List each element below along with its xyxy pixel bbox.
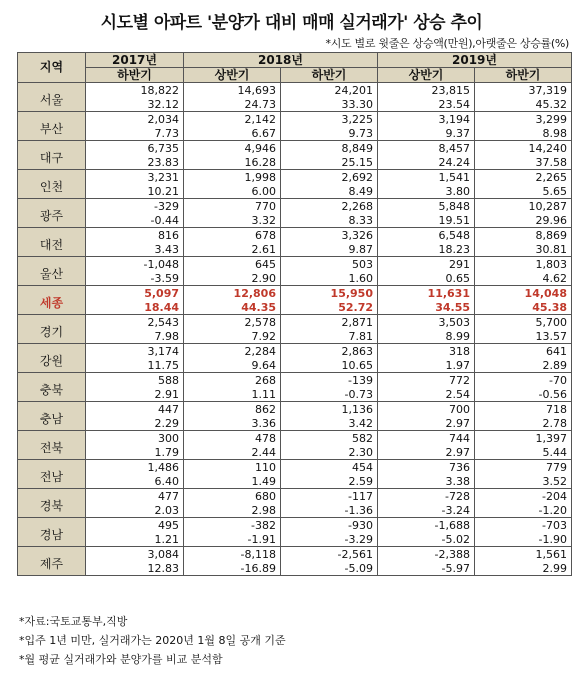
table-row-amount xyxy=(18,170,572,185)
region-cell: 부산 xyxy=(18,112,86,141)
amount-cell: 779 xyxy=(475,460,572,475)
region-cell: 울산 xyxy=(18,257,86,286)
table-row-amount xyxy=(18,286,572,301)
rate-cell: 18.23 xyxy=(378,242,475,257)
rate-cell: 5.65 xyxy=(475,184,572,199)
amount-cell: 14,240 xyxy=(475,141,572,156)
table-row-rate xyxy=(18,126,572,141)
amount-cell: 503 xyxy=(281,257,378,272)
rate-cell: 29.96 xyxy=(475,213,572,228)
rate-cell: 2.78 xyxy=(475,416,572,431)
rate-cell: 2.61 xyxy=(184,242,281,257)
amount-cell: 1,541 xyxy=(378,170,475,185)
rate-cell: 2.59 xyxy=(281,474,378,489)
amount-cell: 3,503 xyxy=(378,315,475,330)
amount-cell: 478 xyxy=(184,431,281,446)
rate-cell: 44.35 xyxy=(184,300,281,315)
table-row-rate xyxy=(18,155,572,170)
rate-cell: 24.73 xyxy=(184,97,281,112)
amount-cell: 6,735 xyxy=(86,141,184,156)
amount-cell: 24,201 xyxy=(281,83,378,98)
table-row-rate xyxy=(18,271,572,286)
rate-cell: 37.58 xyxy=(475,155,572,170)
amount-cell: 8,869 xyxy=(475,228,572,243)
year-header-2019: 2019년 xyxy=(378,53,572,68)
table-row-rate xyxy=(18,416,572,431)
rate-cell: 2.97 xyxy=(378,416,475,431)
rate-cell: 9.37 xyxy=(378,126,475,141)
table-row-rate xyxy=(18,184,572,199)
rate-cell: 25.15 xyxy=(281,155,378,170)
region-cell: 광주 xyxy=(18,199,86,228)
table-row-amount xyxy=(18,373,572,388)
rate-cell: 11.75 xyxy=(86,358,184,373)
rate-cell: 3.36 xyxy=(184,416,281,431)
rate-cell: 33.30 xyxy=(281,97,378,112)
amount-cell: 5,097 xyxy=(86,286,184,301)
table-row-amount xyxy=(18,199,572,214)
rate-cell: -3.59 xyxy=(86,271,184,286)
region-cell: 충북 xyxy=(18,373,86,402)
region-cell: 대전 xyxy=(18,228,86,257)
table-row-amount xyxy=(18,315,572,330)
region-cell: 제주 xyxy=(18,547,86,576)
rate-cell: 2.29 xyxy=(86,416,184,431)
table-row-rate xyxy=(18,474,572,489)
rate-cell: -0.56 xyxy=(475,387,572,402)
amount-cell: 14,693 xyxy=(184,83,281,98)
region-cell: 전남 xyxy=(18,460,86,489)
note-criteria: *입주 1년 미만, 실거래가는 2020년 1월 8일 공개 기준 xyxy=(19,634,286,647)
amount-cell: 736 xyxy=(378,460,475,475)
amount-cell: 4,946 xyxy=(184,141,281,156)
amount-cell: -70 xyxy=(475,373,572,388)
table-row-rate xyxy=(18,329,572,344)
page-title: 시도별 아파트 '분양가 대비 매매 실거래가' 상승 추이 xyxy=(100,13,483,33)
amount-cell: 5,700 xyxy=(475,315,572,330)
amount-cell: 1,397 xyxy=(475,431,572,446)
table-row-amount xyxy=(18,547,572,562)
rate-cell: 10.65 xyxy=(281,358,378,373)
amount-cell: 680 xyxy=(184,489,281,504)
amount-cell: 582 xyxy=(281,431,378,446)
half-header: 상반기 xyxy=(378,68,475,83)
rate-cell: -5.09 xyxy=(281,561,378,576)
half-header: 하반기 xyxy=(475,68,572,83)
rate-cell: -3.24 xyxy=(378,503,475,518)
rate-cell: 4.62 xyxy=(475,271,572,286)
rate-cell: -5.97 xyxy=(378,561,475,576)
rate-cell: 10.21 xyxy=(86,184,184,199)
rate-cell: 24.24 xyxy=(378,155,475,170)
amount-cell: 2,692 xyxy=(281,170,378,185)
amount-cell: 18,822 xyxy=(86,83,184,98)
rate-cell: 3.52 xyxy=(475,474,572,489)
table-row-rate xyxy=(18,387,572,402)
amount-cell: -382 xyxy=(184,518,281,533)
rate-cell: 18.44 xyxy=(86,300,184,315)
amount-cell: 37,319 xyxy=(475,83,572,98)
amount-cell: 6,548 xyxy=(378,228,475,243)
rate-cell: 5.44 xyxy=(475,445,572,460)
table-row-amount xyxy=(18,112,572,127)
rate-cell: -1.36 xyxy=(281,503,378,518)
region-cell: 대구 xyxy=(18,141,86,170)
amount-cell: 1,561 xyxy=(475,547,572,562)
table-row-amount xyxy=(18,344,572,359)
rate-cell: 9.64 xyxy=(184,358,281,373)
table-row-rate xyxy=(18,300,572,315)
region-cell: 서울 xyxy=(18,83,86,112)
rate-cell: -1.91 xyxy=(184,532,281,547)
amount-cell: -2,388 xyxy=(378,547,475,562)
amount-cell: 495 xyxy=(86,518,184,533)
table-row-rate xyxy=(18,242,572,257)
amount-cell: 2,034 xyxy=(86,112,184,127)
amount-cell: 8,849 xyxy=(281,141,378,156)
amount-cell: 300 xyxy=(86,431,184,446)
half-header: 상반기 xyxy=(184,68,281,83)
amount-cell: -1,688 xyxy=(378,518,475,533)
rate-cell: 1.21 xyxy=(86,532,184,547)
amount-cell: 447 xyxy=(86,402,184,417)
region-cell: 경기 xyxy=(18,315,86,344)
rate-cell: 2.54 xyxy=(378,387,475,402)
amount-cell: 5,848 xyxy=(378,199,475,214)
amount-cell: 15,950 xyxy=(281,286,378,301)
rate-cell: 1.11 xyxy=(184,387,281,402)
amount-cell: 3,326 xyxy=(281,228,378,243)
notes xyxy=(19,612,286,669)
amount-cell: 12,806 xyxy=(184,286,281,301)
data-table xyxy=(17,52,572,576)
rate-cell: -3.29 xyxy=(281,532,378,547)
rate-cell: 13.57 xyxy=(475,329,572,344)
amount-cell: 772 xyxy=(378,373,475,388)
table-row-rate xyxy=(18,532,572,547)
table-row-amount xyxy=(18,402,572,417)
rate-cell: 45.32 xyxy=(475,97,572,112)
amount-cell: 718 xyxy=(475,402,572,417)
amount-cell: -930 xyxy=(281,518,378,533)
amount-cell: 23,815 xyxy=(378,83,475,98)
rate-cell: 1.60 xyxy=(281,271,378,286)
amount-cell: 318 xyxy=(378,344,475,359)
amount-cell: -703 xyxy=(475,518,572,533)
rate-cell: 2.89 xyxy=(475,358,572,373)
table-row-rate xyxy=(18,97,572,112)
table-row-amount xyxy=(18,518,572,533)
table-row-rate xyxy=(18,445,572,460)
amount-cell: 2,142 xyxy=(184,112,281,127)
amount-cell: 770 xyxy=(184,199,281,214)
rate-cell: 8.98 xyxy=(475,126,572,141)
rate-cell: 3.42 xyxy=(281,416,378,431)
rate-cell: 12.83 xyxy=(86,561,184,576)
year-header-2017: 2017년 xyxy=(86,53,184,68)
amount-cell: 1,486 xyxy=(86,460,184,475)
rate-cell: 34.55 xyxy=(378,300,475,315)
amount-cell: -8,118 xyxy=(184,547,281,562)
rate-cell: 3.43 xyxy=(86,242,184,257)
amount-cell: -2,561 xyxy=(281,547,378,562)
rate-cell: 7.81 xyxy=(281,329,378,344)
rate-cell: 7.73 xyxy=(86,126,184,141)
rate-cell: 8.33 xyxy=(281,213,378,228)
rate-cell: -5.02 xyxy=(378,532,475,547)
amount-cell: 2,863 xyxy=(281,344,378,359)
amount-cell: 3,231 xyxy=(86,170,184,185)
rate-cell: 2.30 xyxy=(281,445,378,460)
rate-cell: 6.67 xyxy=(184,126,281,141)
table-row-amount xyxy=(18,141,572,156)
region-cell: 경남 xyxy=(18,518,86,547)
region-header: 지역 xyxy=(18,53,86,83)
amount-cell: 11,631 xyxy=(378,286,475,301)
rate-cell: 2.97 xyxy=(378,445,475,460)
amount-cell: -204 xyxy=(475,489,572,504)
amount-cell: 700 xyxy=(378,402,475,417)
amount-cell: 588 xyxy=(86,373,184,388)
table-row-amount xyxy=(18,431,572,446)
amount-cell: 641 xyxy=(475,344,572,359)
amount-cell: 862 xyxy=(184,402,281,417)
region-cell: 인천 xyxy=(18,170,86,199)
region-cell: 경북 xyxy=(18,489,86,518)
rate-cell: 0.65 xyxy=(378,271,475,286)
amount-cell: 3,299 xyxy=(475,112,572,127)
rate-cell: 2.99 xyxy=(475,561,572,576)
rate-cell: 32.12 xyxy=(86,97,184,112)
region-cell: 강원 xyxy=(18,344,86,373)
amount-cell: -728 xyxy=(378,489,475,504)
region-cell: 충남 xyxy=(18,402,86,431)
rate-cell: 30.81 xyxy=(475,242,572,257)
table-row-rate xyxy=(18,358,572,373)
rate-cell: 52.72 xyxy=(281,300,378,315)
rate-cell: 3.32 xyxy=(184,213,281,228)
amount-cell: 2,284 xyxy=(184,344,281,359)
rate-cell: 8.99 xyxy=(378,329,475,344)
rate-cell: 2.90 xyxy=(184,271,281,286)
amount-cell: -1,048 xyxy=(86,257,184,272)
amount-cell: 2,578 xyxy=(184,315,281,330)
rate-cell: 45.38 xyxy=(475,300,572,315)
rate-cell: 2.03 xyxy=(86,503,184,518)
amount-cell: 3,174 xyxy=(86,344,184,359)
note-source: *자료:국토교통부,직방 xyxy=(19,615,128,628)
rate-cell: 9.87 xyxy=(281,242,378,257)
amount-cell: 2,543 xyxy=(86,315,184,330)
table-subtitle: *시도 별로 윗줄은 상승액(만원),아랫줄은 상승률(%) xyxy=(325,37,569,50)
rate-cell: 2.44 xyxy=(184,445,281,460)
amount-cell: -139 xyxy=(281,373,378,388)
amount-cell: 2,268 xyxy=(281,199,378,214)
table-row-amount xyxy=(18,460,572,475)
amount-cell: 3,194 xyxy=(378,112,475,127)
year-header-2018: 2018년 xyxy=(184,53,378,68)
amount-cell: 110 xyxy=(184,460,281,475)
rate-cell: 8.49 xyxy=(281,184,378,199)
rate-cell: 1.97 xyxy=(378,358,475,373)
note-method: *월 평균 실거래가와 분양가를 비교 분석함 xyxy=(19,653,223,666)
rate-cell: 7.98 xyxy=(86,329,184,344)
rate-cell: 9.73 xyxy=(281,126,378,141)
table-row-amount xyxy=(18,257,572,272)
rate-cell: 2.98 xyxy=(184,503,281,518)
amount-cell: -117 xyxy=(281,489,378,504)
table-row-rate xyxy=(18,561,572,576)
amount-cell: 1,998 xyxy=(184,170,281,185)
rate-cell: -0.44 xyxy=(86,213,184,228)
amount-cell: 8,457 xyxy=(378,141,475,156)
amount-cell: 2,871 xyxy=(281,315,378,330)
amount-cell: 1,136 xyxy=(281,402,378,417)
amount-cell: 14,048 xyxy=(475,286,572,301)
table-row-amount xyxy=(18,83,572,98)
amount-cell: 291 xyxy=(378,257,475,272)
amount-cell: 454 xyxy=(281,460,378,475)
region-cell: 세종 xyxy=(18,286,86,315)
rate-cell: 19.51 xyxy=(378,213,475,228)
rate-cell: 3.38 xyxy=(378,474,475,489)
amount-cell: 816 xyxy=(86,228,184,243)
rate-cell: -1.90 xyxy=(475,532,572,547)
rate-cell: 7.92 xyxy=(184,329,281,344)
amount-cell: 1,803 xyxy=(475,257,572,272)
rate-cell: 1.79 xyxy=(86,445,184,460)
amount-cell: 645 xyxy=(184,257,281,272)
amount-cell: -329 xyxy=(86,199,184,214)
half-header: 하반기 xyxy=(86,68,184,83)
rate-cell: 6.40 xyxy=(86,474,184,489)
amount-cell: 744 xyxy=(378,431,475,446)
rate-cell: -16.89 xyxy=(184,561,281,576)
amount-cell: 10,287 xyxy=(475,199,572,214)
table-row-amount xyxy=(18,228,572,243)
half-header: 하반기 xyxy=(281,68,378,83)
rate-cell: 3.80 xyxy=(378,184,475,199)
amount-cell: 268 xyxy=(184,373,281,388)
amount-cell: 3,084 xyxy=(86,547,184,562)
amount-cell: 477 xyxy=(86,489,184,504)
amount-cell: 678 xyxy=(184,228,281,243)
rate-cell: 2.91 xyxy=(86,387,184,402)
table-row-amount xyxy=(18,489,572,504)
rate-cell: 1.49 xyxy=(184,474,281,489)
region-cell: 전북 xyxy=(18,431,86,460)
rate-cell: 16.28 xyxy=(184,155,281,170)
amount-cell: 3,225 xyxy=(281,112,378,127)
table-row-rate xyxy=(18,213,572,228)
rate-cell: 6.00 xyxy=(184,184,281,199)
rate-cell: 23.54 xyxy=(378,97,475,112)
rate-cell: -0.73 xyxy=(281,387,378,402)
table-row-rate xyxy=(18,503,572,518)
rate-cell: 23.83 xyxy=(86,155,184,170)
amount-cell: 2,265 xyxy=(475,170,572,185)
rate-cell: -1.20 xyxy=(475,503,572,518)
